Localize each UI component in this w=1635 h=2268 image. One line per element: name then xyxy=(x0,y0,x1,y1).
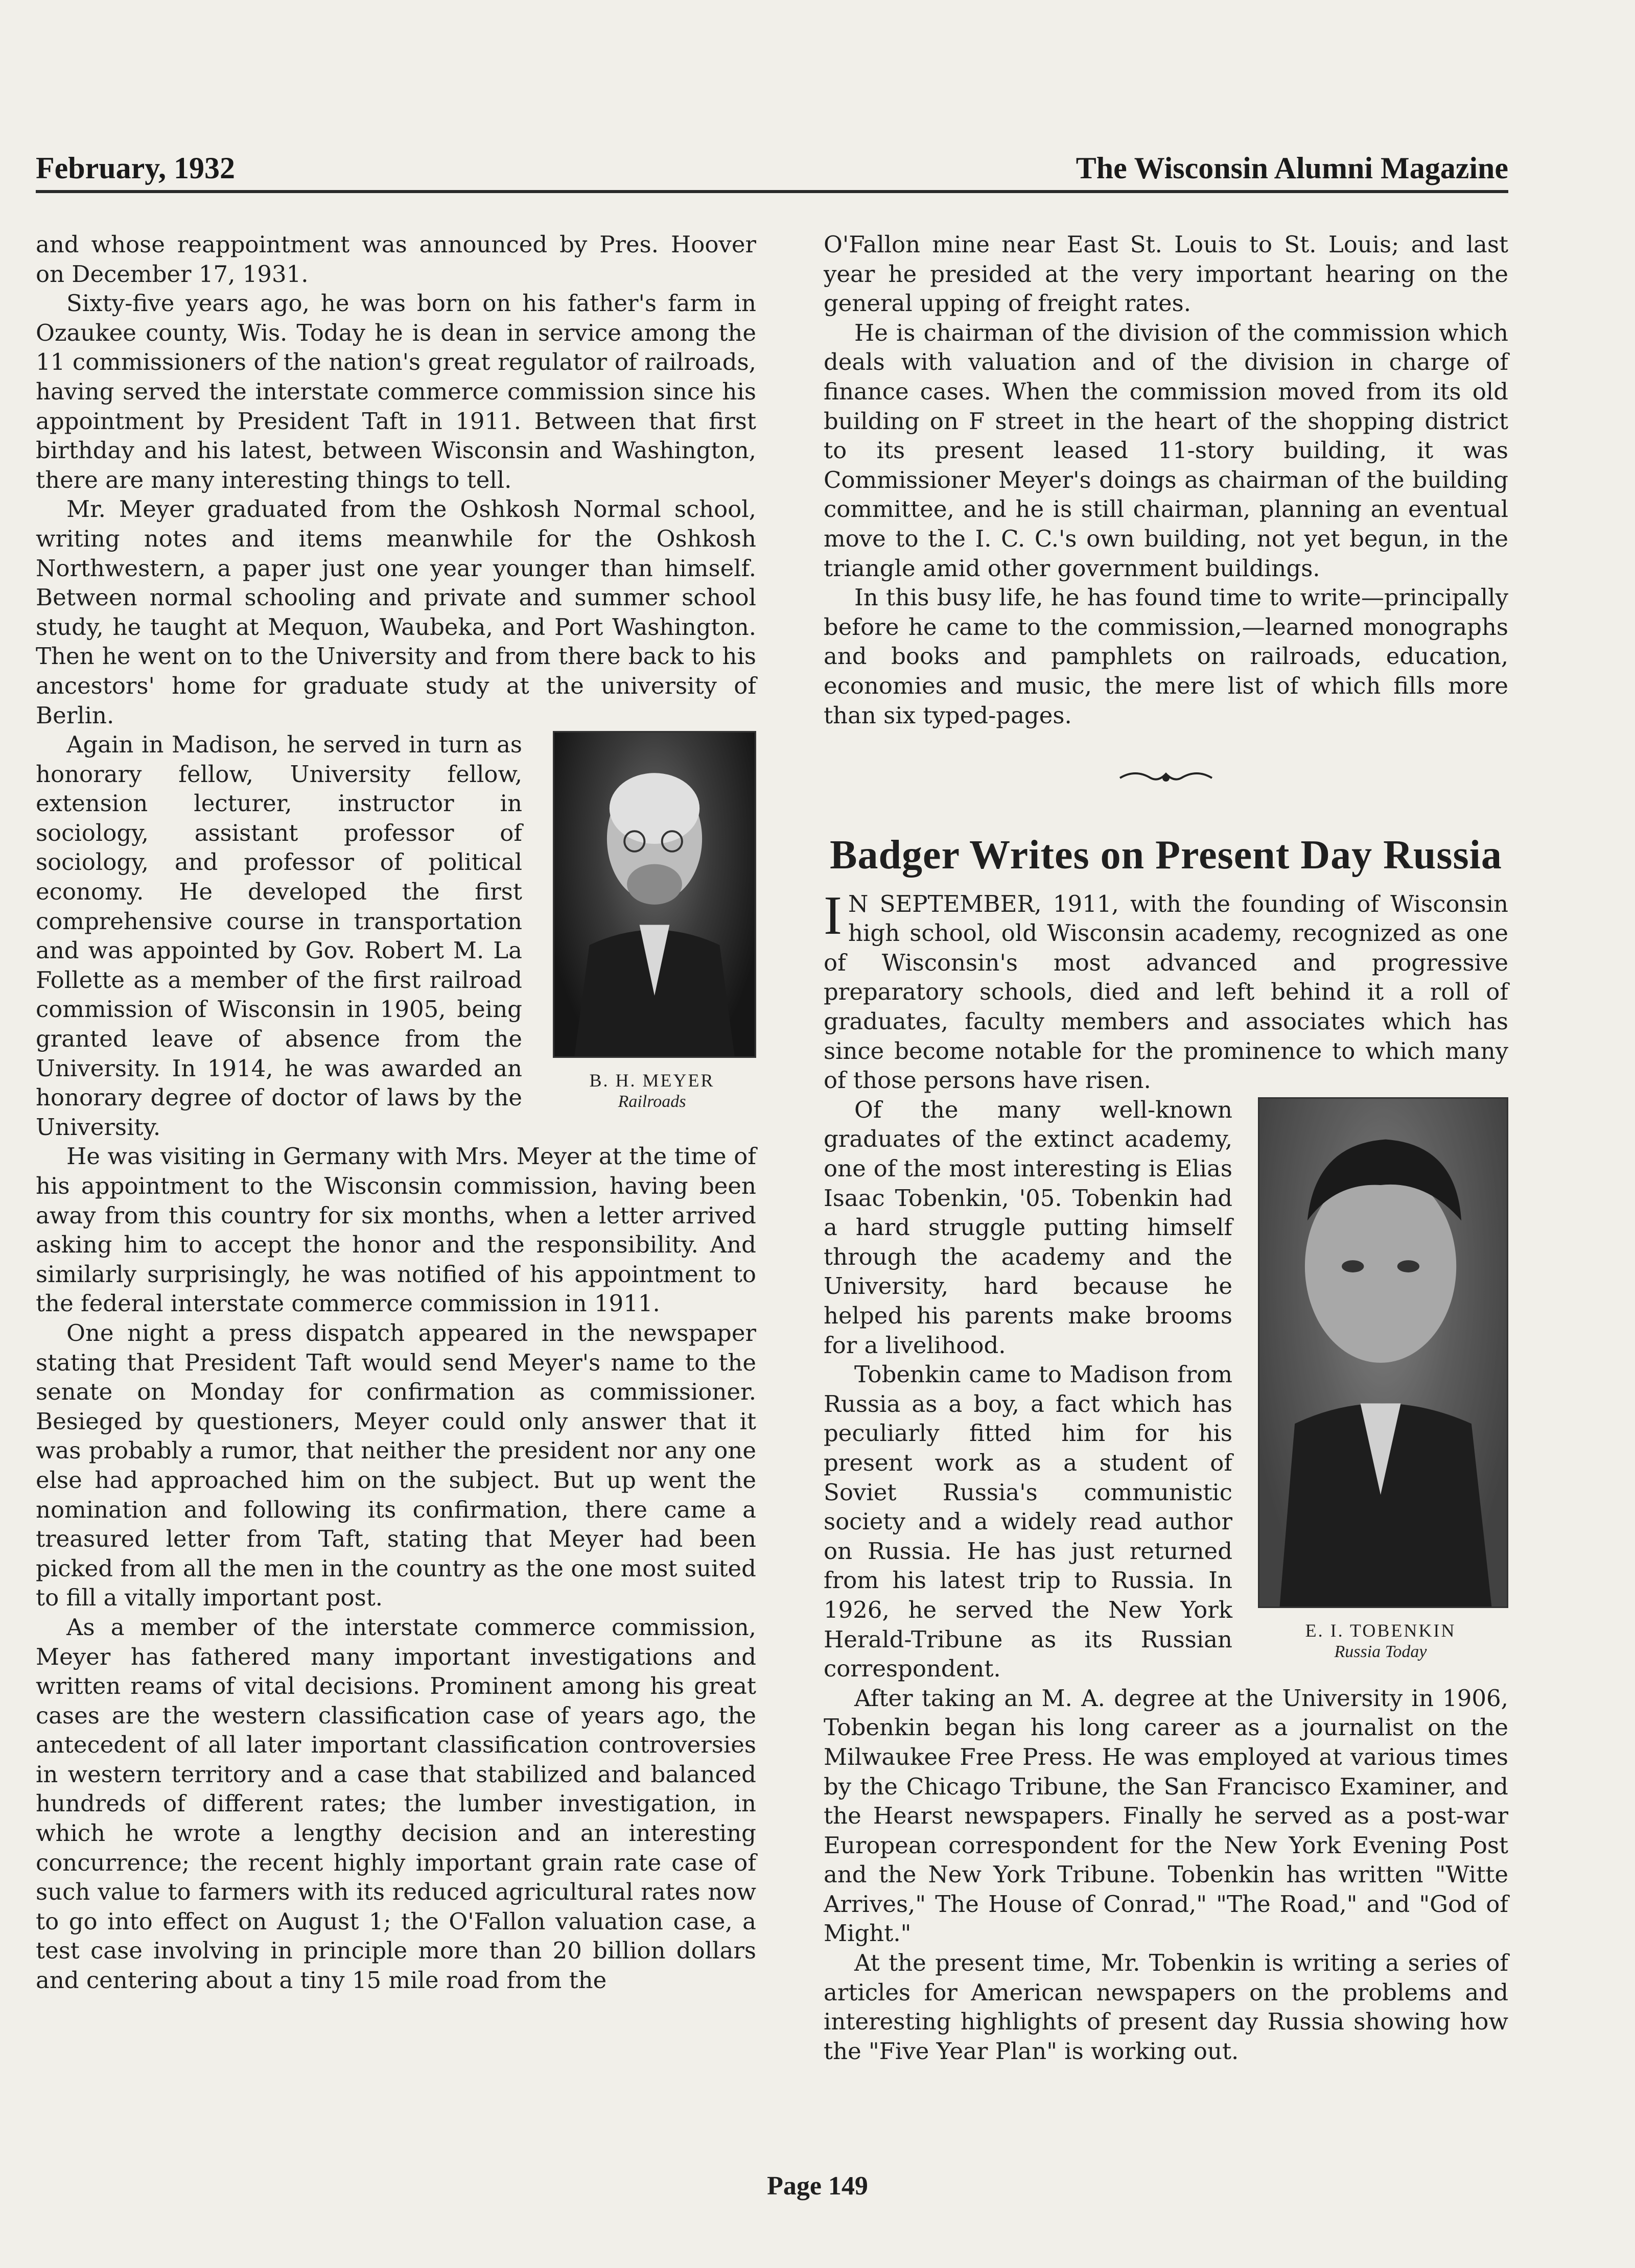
tobenkin-caption-subtitle: Russia Today xyxy=(1334,1642,1427,1661)
magazine-title: The Wisconsin Alumni Magazine xyxy=(1076,151,1508,185)
paragraph: At the present time, Mr. Tobenkin is writing a series of articles for American newspapers on the problems and interesting highlights of present day Russia showing how the "Five Year Plan" is working out. xyxy=(824,1949,1508,2065)
paragraph: After taking an M. A. degree at the University in 1906, Tobenkin began his long career as a journalist on the Milwaukee Free Press. He was employed at various times by the Chicago Tribune, the San Francisco Examiner, and the Hearst newspapers. Finally he served as a post-war European correspondent for the New York Evening Post and the New York Tribune. Tobenkin has written "Witte Arrives," The House of Conrad," "The Road," and "God of Might." xyxy=(824,1684,1508,1947)
paragraph: In this busy life, he has found time to write—principally before he came to the commission,—learned monographs and books and pamphlets on railroads, education, economies and music, the mere list of which fills more than six typed-pages. xyxy=(824,584,1508,729)
issue-date: February, 1932 xyxy=(36,151,235,185)
paragraph: He was visiting in Germany with Mrs. Meyer at the time of his appointment to the Wisconsin commission, having been away from this country for six months, when a letter arrived asking him to accept the honor and the responsibility. And similarly surprisingly, he was notified of his appointment to the federal interstate commerce commission in 1911. xyxy=(36,1143,756,1317)
left-column xyxy=(36,230,756,1995)
tobenkin-figure xyxy=(1253,1097,1508,1662)
drop-cap: I xyxy=(824,885,842,946)
tobenkin-portrait xyxy=(1258,1097,1508,1608)
paragraph: Mr. Meyer graduated from the Oshkosh Normal school, writing notes and items meanwhile for the Oshkosh Northwestern, a paper just one year younger than himself. Between normal schooling and private and summer school study, he taught at Mequon, Waubeka, and Port Washington. Then he went on to the University and from there back to his ancestors' home for graduate study at the university of Berlin. xyxy=(36,495,756,729)
meyer-figure xyxy=(548,731,756,1112)
paragraph: Sixty-five years ago, he was born on his father's farm in Ozaukee county, Wis. Today he is dean in service among the 11 commissioners of the nation's great regulator of railroads, having served the interstate commerce commission since his appointment by President Taft in 1911. Between that first birthday and his latest, between Wisconsin and Washington, there are many interesting things to tell. xyxy=(36,290,756,493)
paragraph: One night a press dispatch appeared in the newspaper stating that President Taft would send Meyer's name to the senate on Monday for confirmation as commissioner. Besieged by questioners, Meyer could only answer that it was probably a rumor, that neither the president nor any one else had approached him on the subject. But up went the nomination and following its confirmation, there came a treasured letter from Taft, stating that Meyer had been picked from all the men in the country as the one most suited to fill a vitally important post. xyxy=(36,1319,756,1612)
right-column xyxy=(824,230,1508,2066)
paragraph: Again in Madison, he served in turn as honorary fellow, University fellow, extension lecturer, instructor in sociology, assistant professor of sociology, and professor of political economy. He developed the first comprehensive course in transportation and was appointed by Gov. Robert M. La Follette as a member of the first railroad commission of Wisconsin in 1905, being granted leave of absence from the University. In 1914, he was awarded an honorary degree of doctor of laws by the University. xyxy=(36,731,522,1141)
paragraph-text: N SEPTEMBER, 1911, with the founding of Wisconsin high school, old Wisconsin academy, recognized as one of Wisconsin's most advanced and progressive preparatory schools, died and left behind it a roll of graduates, faculty members and associates which has since become notable for the prominence to which many of those persons have risen. xyxy=(824,890,1508,1094)
paragraph xyxy=(824,885,1508,1095)
paragraph: As a member of the interstate commerce commission, Meyer has fathered many important investigations and written reams of vital decisions. Prominent among his great cases are the western classification case of years ago, the antecedent of all later important classification controversies in western territory and a case that stabilized and balanced hundreds of different rates; the lumber investigation, in which he wrote a lengthy decision and an interesting concurrence; the recent highly important grain rate case of such value to farmers with its reduced agricultural rates now to go into effect on August 1; the O'Fallon valuation case, a test case involving in principle more than 20 billion dollars and centering about a tiny 15 mile road from the xyxy=(36,1613,756,1994)
tobenkin-caption-name: E. I. TOBENKIN xyxy=(1305,1620,1456,1641)
paragraph: Tobenkin came to Madison from Russia as a boy, a fact which has peculiarly fitted him for his present work as a student of Soviet Russia's communistic society and a widely read author on Russia. He has just returned from his latest trip to Russia. In 1926, he served the New York Herald-Tribune as its Russian correspondent. xyxy=(824,1361,1232,1683)
paragraph: He is chairman of the division of the commission which deals with valuation and of the division in charge of finance cases. When the commission moved from its old building on F street in the heart of the shopping district to its present leased 11-story building, it was Commissioner Meyer's doings as chairman of the building committee, and he is still chairman, planning an eventual move to the I. C. C.'s own building, not yet begun, in the triangle amid other government buildings. xyxy=(824,319,1508,582)
page-number: Page 149 xyxy=(767,2171,868,2201)
paragraph: Of the many well-known graduates of the extinct academy, one of the most interesting is Elias Isaac Tobenkin, '05. Tobenkin had a hard struggle putting himself through the academy and the University, hard because he helped his parents make brooms for a livelihood. xyxy=(824,1096,1232,1359)
paragraph: O'Fallon mine near East St. Louis to St. Louis; and last year he presided at the very important hearing on the general upping of freight rates. xyxy=(824,231,1508,317)
paragraph: and whose reappointment was announced by Pres. Hoover on December 17, 1931. xyxy=(36,231,756,288)
article-headline: Badger Writes on Present Day Russia xyxy=(830,832,1502,878)
page-header xyxy=(36,149,1508,193)
meyer-caption-subtitle: Railroads xyxy=(618,1092,686,1112)
meyer-caption-name: B. H. MEYER xyxy=(589,1070,715,1091)
meyer-portrait xyxy=(553,731,756,1058)
ornament-divider xyxy=(824,765,1508,794)
